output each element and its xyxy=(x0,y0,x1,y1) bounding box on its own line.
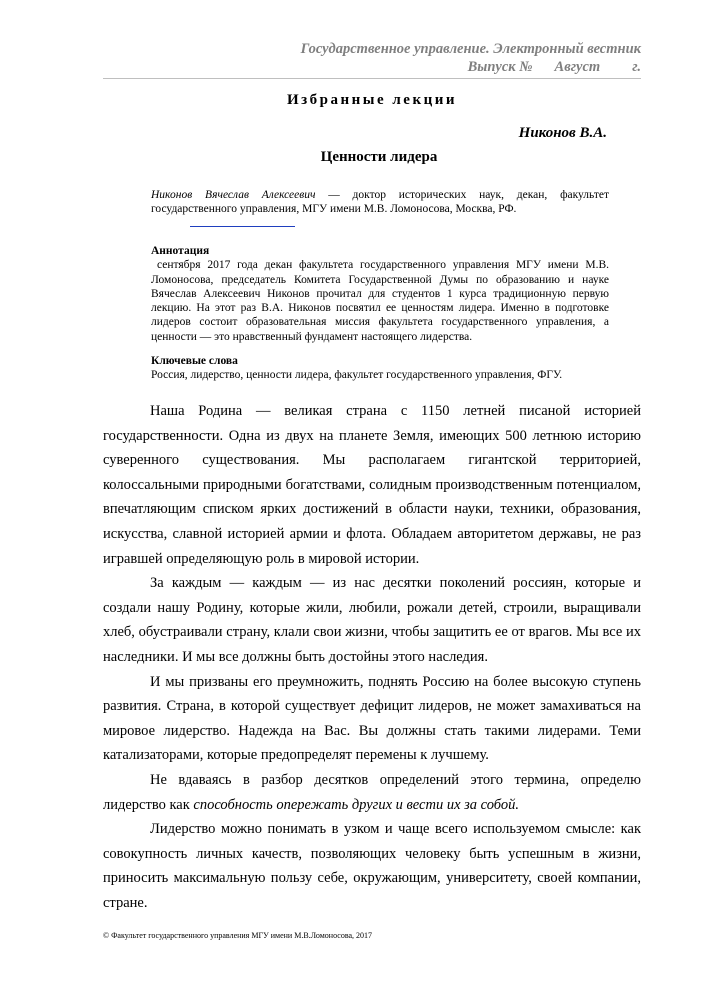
body-paragraph-4 xyxy=(103,768,641,817)
header-divider xyxy=(103,78,641,79)
body-paragraph-2: За каждым — каждым — из нас десятки поколений россиян, которые и создали нашу Родину, которые жили, любили, рожали детей, строили, выращивали хлеб, обустраивали страну, клали свои жизни, чтобы защитить ее от врагов. Мы все их наследники. И мы все должны быть достойны этого наследия. xyxy=(103,575,641,665)
author-bio xyxy=(151,188,609,217)
journal-header xyxy=(81,40,641,76)
keywords-text: Россия, лидерство, ценности лидера, факультет государственного управления, ФГУ. xyxy=(151,369,563,382)
bio-name: Никонов Вячеслав Алексеевич xyxy=(151,189,316,201)
body-paragraph-1: Наша Родина — великая страна с 1150 летней писаной историей государственности. Одна из двух на планете Земля, имеющих 500 летнюю историю суверенного существования. Мы располагаем гигантской территорией, колоссальными природными богатствами, солидным производственным потенциалом, впечатляющим списком ярких достижений в области науки, техники, образования, искусства, славной историей армии и флота. Обладаем авторитетом державы, не раз игравшей определяющую роль в мировой истории. xyxy=(103,403,641,567)
issue-year-suffix: г. xyxy=(632,59,641,75)
issue-line xyxy=(81,58,641,76)
journal-title: Государственное управление. Электронный вестник xyxy=(300,41,641,57)
leadership-definition: способность опережать других и вести их за собой. xyxy=(193,796,520,813)
issue-month: Август xyxy=(554,59,601,75)
bio-text: — доктор исторических наук, декан, факультет государственного управления, МГУ имени М.В. Ломоносова, Москва, РФ. xyxy=(151,189,609,216)
section-title: Избранные лекции xyxy=(286,92,458,108)
keywords-heading: Ключевые слова xyxy=(151,355,238,367)
keywords xyxy=(151,354,609,383)
article-title: Ценности лидера xyxy=(320,149,438,165)
annotation-text: сентября 2017 года декан факультета государственного управления МГУ имени М.В. Ломоносова, председатель Комитета Государственной Думы по образованию и науке Вячеслав Алексеевич Никонов прочитал для студентов 1 курса традиционную первую лекцию. На этот раз В.А. Никонов посвятил ее ценностям лидера. Именно в подготовке лидеров состоит образовательная миссия факультета государственного управления, а ценности — это нравственный фундамент настоящего лидерства. xyxy=(151,259,609,343)
body-paragraph-5: Лидерство можно понимать в узком и чаще всего используемом смысле: как совокупность личных качеств, позволяющих человеку быть успешным в жизни, приносить максимальную пользу себе, окружающим, университету, своей компании, стране. xyxy=(103,821,641,911)
author-name: Никонов В.А. xyxy=(518,125,607,141)
body-paragraph-4-start: Не вдаваясь в разбор десятков определений этого термина, определю лидерство как xyxy=(103,771,641,813)
copyright-footer: © Факультет государственного управления МГУ имени М.В.Ломоносова, 2017 xyxy=(103,931,373,940)
article-body xyxy=(103,399,641,915)
annotation xyxy=(151,244,609,344)
annotation-heading: Аннотация xyxy=(151,245,210,257)
issue-label: Выпуск № xyxy=(467,59,533,75)
email-link[interactable] xyxy=(190,226,295,227)
body-paragraph-3: И мы призваны его преумножить, поднять Россию на более высокую ступень развития. Страна, в которой существует дефицит лидеров, не может замахиваться на мировое лидерство. Надежда на Вас. Вы должны стать такими лидерами. Теми катализаторами, которые предопределят перемены к лучшему. xyxy=(103,673,641,764)
